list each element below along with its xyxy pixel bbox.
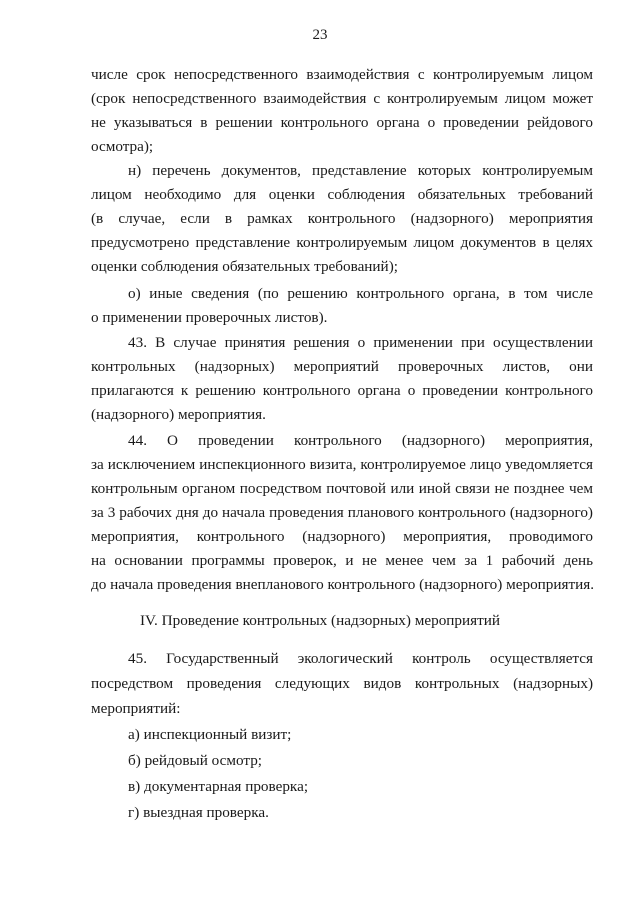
text-line: (надзорного) мероприятия. [91, 406, 266, 423]
text-line: (в случае, если в рамках контрольного (надзорного) мероприятия [91, 210, 593, 227]
text-line: контрольным органом посредством почтовой или иной связи не позднее чем [91, 480, 593, 497]
text-line: лицом необходимо для оценки соблюдения обязательных требований [91, 186, 593, 203]
list-item: б) рейдовый осмотр; [128, 752, 263, 769]
text-line: прилагаются к решению контрольного органа о проведении контрольного [91, 382, 593, 399]
text-line: за 3 рабочих дня до начала проведения планового контрольного (надзорного) [91, 504, 593, 521]
text-line: предусмотрено представление контролируемым лицом документов в целях [91, 234, 593, 251]
text-line: оценки соблюдения обязательных требований); [91, 258, 398, 275]
text-line: посредством проведения следующих видов контрольных (надзорных) [91, 675, 593, 692]
list-item: а) инспекционный визит; [128, 726, 292, 743]
text-line: 43. В случае принятия решения о применении при осуществлении [128, 334, 593, 351]
section-heading: IV. Проведение контрольных (надзорных) мероприятий [139, 612, 501, 629]
text-line: н) перечень документов, представление которых контролируемым [128, 162, 593, 179]
text-line: мероприятий: [91, 700, 181, 717]
text-line: осмотра); [91, 138, 154, 155]
text-line: контрольных (надзорных) мероприятий проверочных листов, они [91, 358, 593, 375]
text-line: о) иные сведения (по решению контрольного органа, в том числе [128, 285, 593, 302]
text-line: за исключением инспекционного визита, контролируемое лицо уведомляется [91, 456, 593, 473]
list-item: г) выездная проверка. [128, 804, 269, 821]
text-line: 45. Государственный экологический контроль осуществляется [128, 650, 593, 667]
text-line: мероприятия, контрольного (надзорного) мероприятия, проводимого [91, 528, 593, 545]
text-line: до начала проведения внепланового контрольного (надзорного) мероприятия. [91, 576, 595, 593]
list-item: в) документарная проверка; [128, 778, 309, 795]
text-line: о применении проверочных листов). [91, 309, 328, 326]
page-number: 23 [312, 27, 328, 43]
text-line: (срок непосредственного взаимодействия с контролируемым лицом может [91, 90, 593, 107]
text-line: 44. О проведении контрольного (надзорного) мероприятия, [128, 432, 593, 449]
text-line: не указываться в решении контрольного органа о проведении рейдового [91, 114, 593, 131]
text-line: числе срок непосредственного взаимодействия с контролируемым лицом [91, 66, 593, 83]
text-line: на основании программы проверок, и не менее чем за 1 рабочий день [91, 552, 593, 569]
